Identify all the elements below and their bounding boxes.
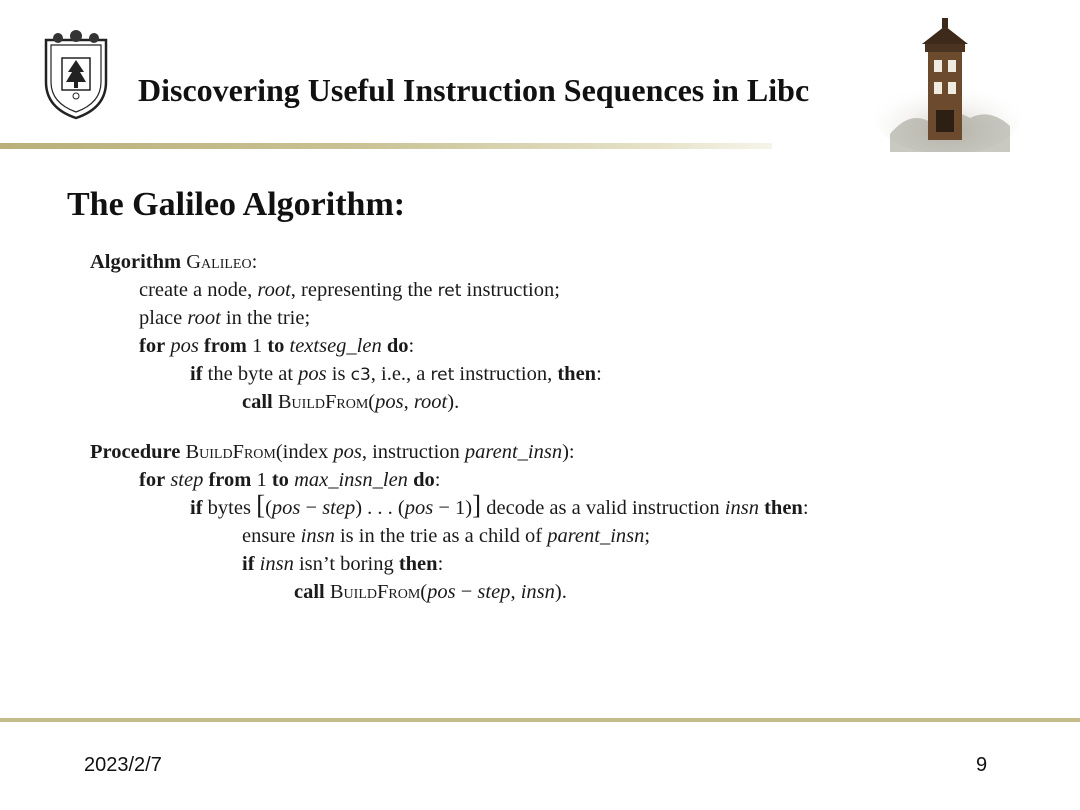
procedure-name: BuildFrom <box>185 441 276 463</box>
keyword: then <box>557 363 597 385</box>
keyword: to <box>271 469 289 491</box>
keyword: do <box>413 469 435 491</box>
variable: pos <box>375 391 404 413</box>
punct: : <box>251 251 258 273</box>
variable: insn <box>724 497 759 519</box>
variable: pos <box>333 441 362 463</box>
tower-photo-icon <box>870 14 1020 152</box>
punct: : <box>434 469 441 491</box>
number: 1 <box>251 335 263 357</box>
algo-line <box>90 522 1050 550</box>
slide-title: Discovering Useful Instruction Sequences in Libc <box>138 72 810 108</box>
variable: textseg_len <box>289 335 382 357</box>
text: in the trie; <box>220 307 311 329</box>
code: ret <box>437 281 462 301</box>
variable: root <box>257 279 291 301</box>
keyword: do <box>386 335 409 357</box>
punct: ( <box>420 581 428 603</box>
text: instruction; <box>461 279 560 301</box>
keyword: Algorithm <box>90 251 182 273</box>
variable: max_insn_len <box>294 469 408 491</box>
variable: pos <box>404 497 434 519</box>
text: ( <box>265 497 272 519</box>
variable: insn <box>520 581 555 603</box>
university-seal-icon <box>38 30 114 122</box>
section-heading: The Galileo Algorithm: <box>67 186 406 223</box>
variable: step <box>477 581 511 603</box>
punct: ). <box>447 391 460 413</box>
keyword: for <box>139 469 166 491</box>
algo-line <box>90 388 1050 416</box>
algo-line <box>90 466 1050 494</box>
text: isn’t boring <box>293 553 399 575</box>
procedure-name: BuildFrom <box>329 581 421 603</box>
text: ensure <box>242 525 301 547</box>
algorithm-name: Galileo <box>186 251 252 273</box>
variable: pos <box>427 581 456 603</box>
variable: parent_insn <box>464 441 563 463</box>
algo-line <box>90 248 1050 276</box>
keyword: from <box>203 335 247 357</box>
keyword: if <box>190 363 203 385</box>
variable: pos <box>271 497 301 519</box>
variable: pos <box>298 363 327 385</box>
bracket: ] <box>472 490 482 520</box>
variable: root <box>187 307 221 329</box>
text: is in the trie as a child of <box>334 525 548 547</box>
punct: : <box>408 335 415 357</box>
keyword: Procedure <box>90 441 181 463</box>
algo-line <box>90 578 1050 606</box>
punct: : <box>596 363 602 385</box>
keyword: to <box>267 335 285 357</box>
text: − <box>300 497 323 519</box>
keyword: for <box>139 335 166 357</box>
number: 1 <box>256 469 267 491</box>
code: ret <box>430 365 455 385</box>
keyword: call <box>242 391 273 413</box>
text: ) . . . ( <box>355 497 405 519</box>
punct: ). <box>554 581 567 603</box>
text: − <box>455 581 478 603</box>
text: (index <box>275 441 334 463</box>
text: , representing the <box>290 279 438 301</box>
keyword: from <box>208 469 252 491</box>
text: is <box>326 363 351 385</box>
punct: , <box>403 391 414 413</box>
text: decode as a valid instruction <box>481 497 725 519</box>
variable: pos <box>170 335 199 357</box>
text: ): <box>562 441 575 463</box>
text: place <box>139 307 188 329</box>
keyword: then <box>398 553 438 575</box>
keyword: if <box>242 553 255 575</box>
text: , i.e., a <box>370 363 431 385</box>
algo-line <box>90 550 1050 578</box>
algo-line <box>90 304 1050 332</box>
text: , instruction <box>361 441 465 463</box>
text: the byte at <box>202 363 299 385</box>
variable: insn <box>259 553 294 575</box>
algo-line <box>90 490 1050 522</box>
text: instruction, <box>454 363 558 385</box>
punct: ( <box>368 391 376 413</box>
algo-line <box>90 360 1050 388</box>
variable: step <box>170 469 204 491</box>
spacer <box>90 416 1050 438</box>
algo-line <box>90 332 1050 360</box>
variable: step <box>322 497 356 519</box>
keyword: if <box>190 497 203 519</box>
procedure-name: BuildFrom <box>277 391 369 413</box>
keyword: call <box>294 581 325 603</box>
algo-line <box>90 438 1050 466</box>
text: ; <box>644 525 651 547</box>
footer-date: 2023/2/7 <box>84 754 162 776</box>
text: − 1) <box>433 497 473 519</box>
header-divider <box>0 143 772 149</box>
page-number: 9 <box>976 754 988 776</box>
algo-line <box>90 276 1050 304</box>
punct: , <box>510 581 521 603</box>
variable: parent_insn <box>547 525 645 547</box>
text: bytes <box>202 497 257 519</box>
punct: : <box>437 553 444 575</box>
algorithm-listing <box>90 248 1050 606</box>
variable: insn <box>300 525 335 547</box>
variable: root <box>413 391 448 413</box>
punct: : <box>802 497 809 519</box>
code: c3 <box>350 365 371 385</box>
footer-divider <box>0 718 1080 722</box>
text: create a node, <box>139 279 258 301</box>
bracket: [ <box>256 490 266 520</box>
keyword: then <box>764 497 803 519</box>
